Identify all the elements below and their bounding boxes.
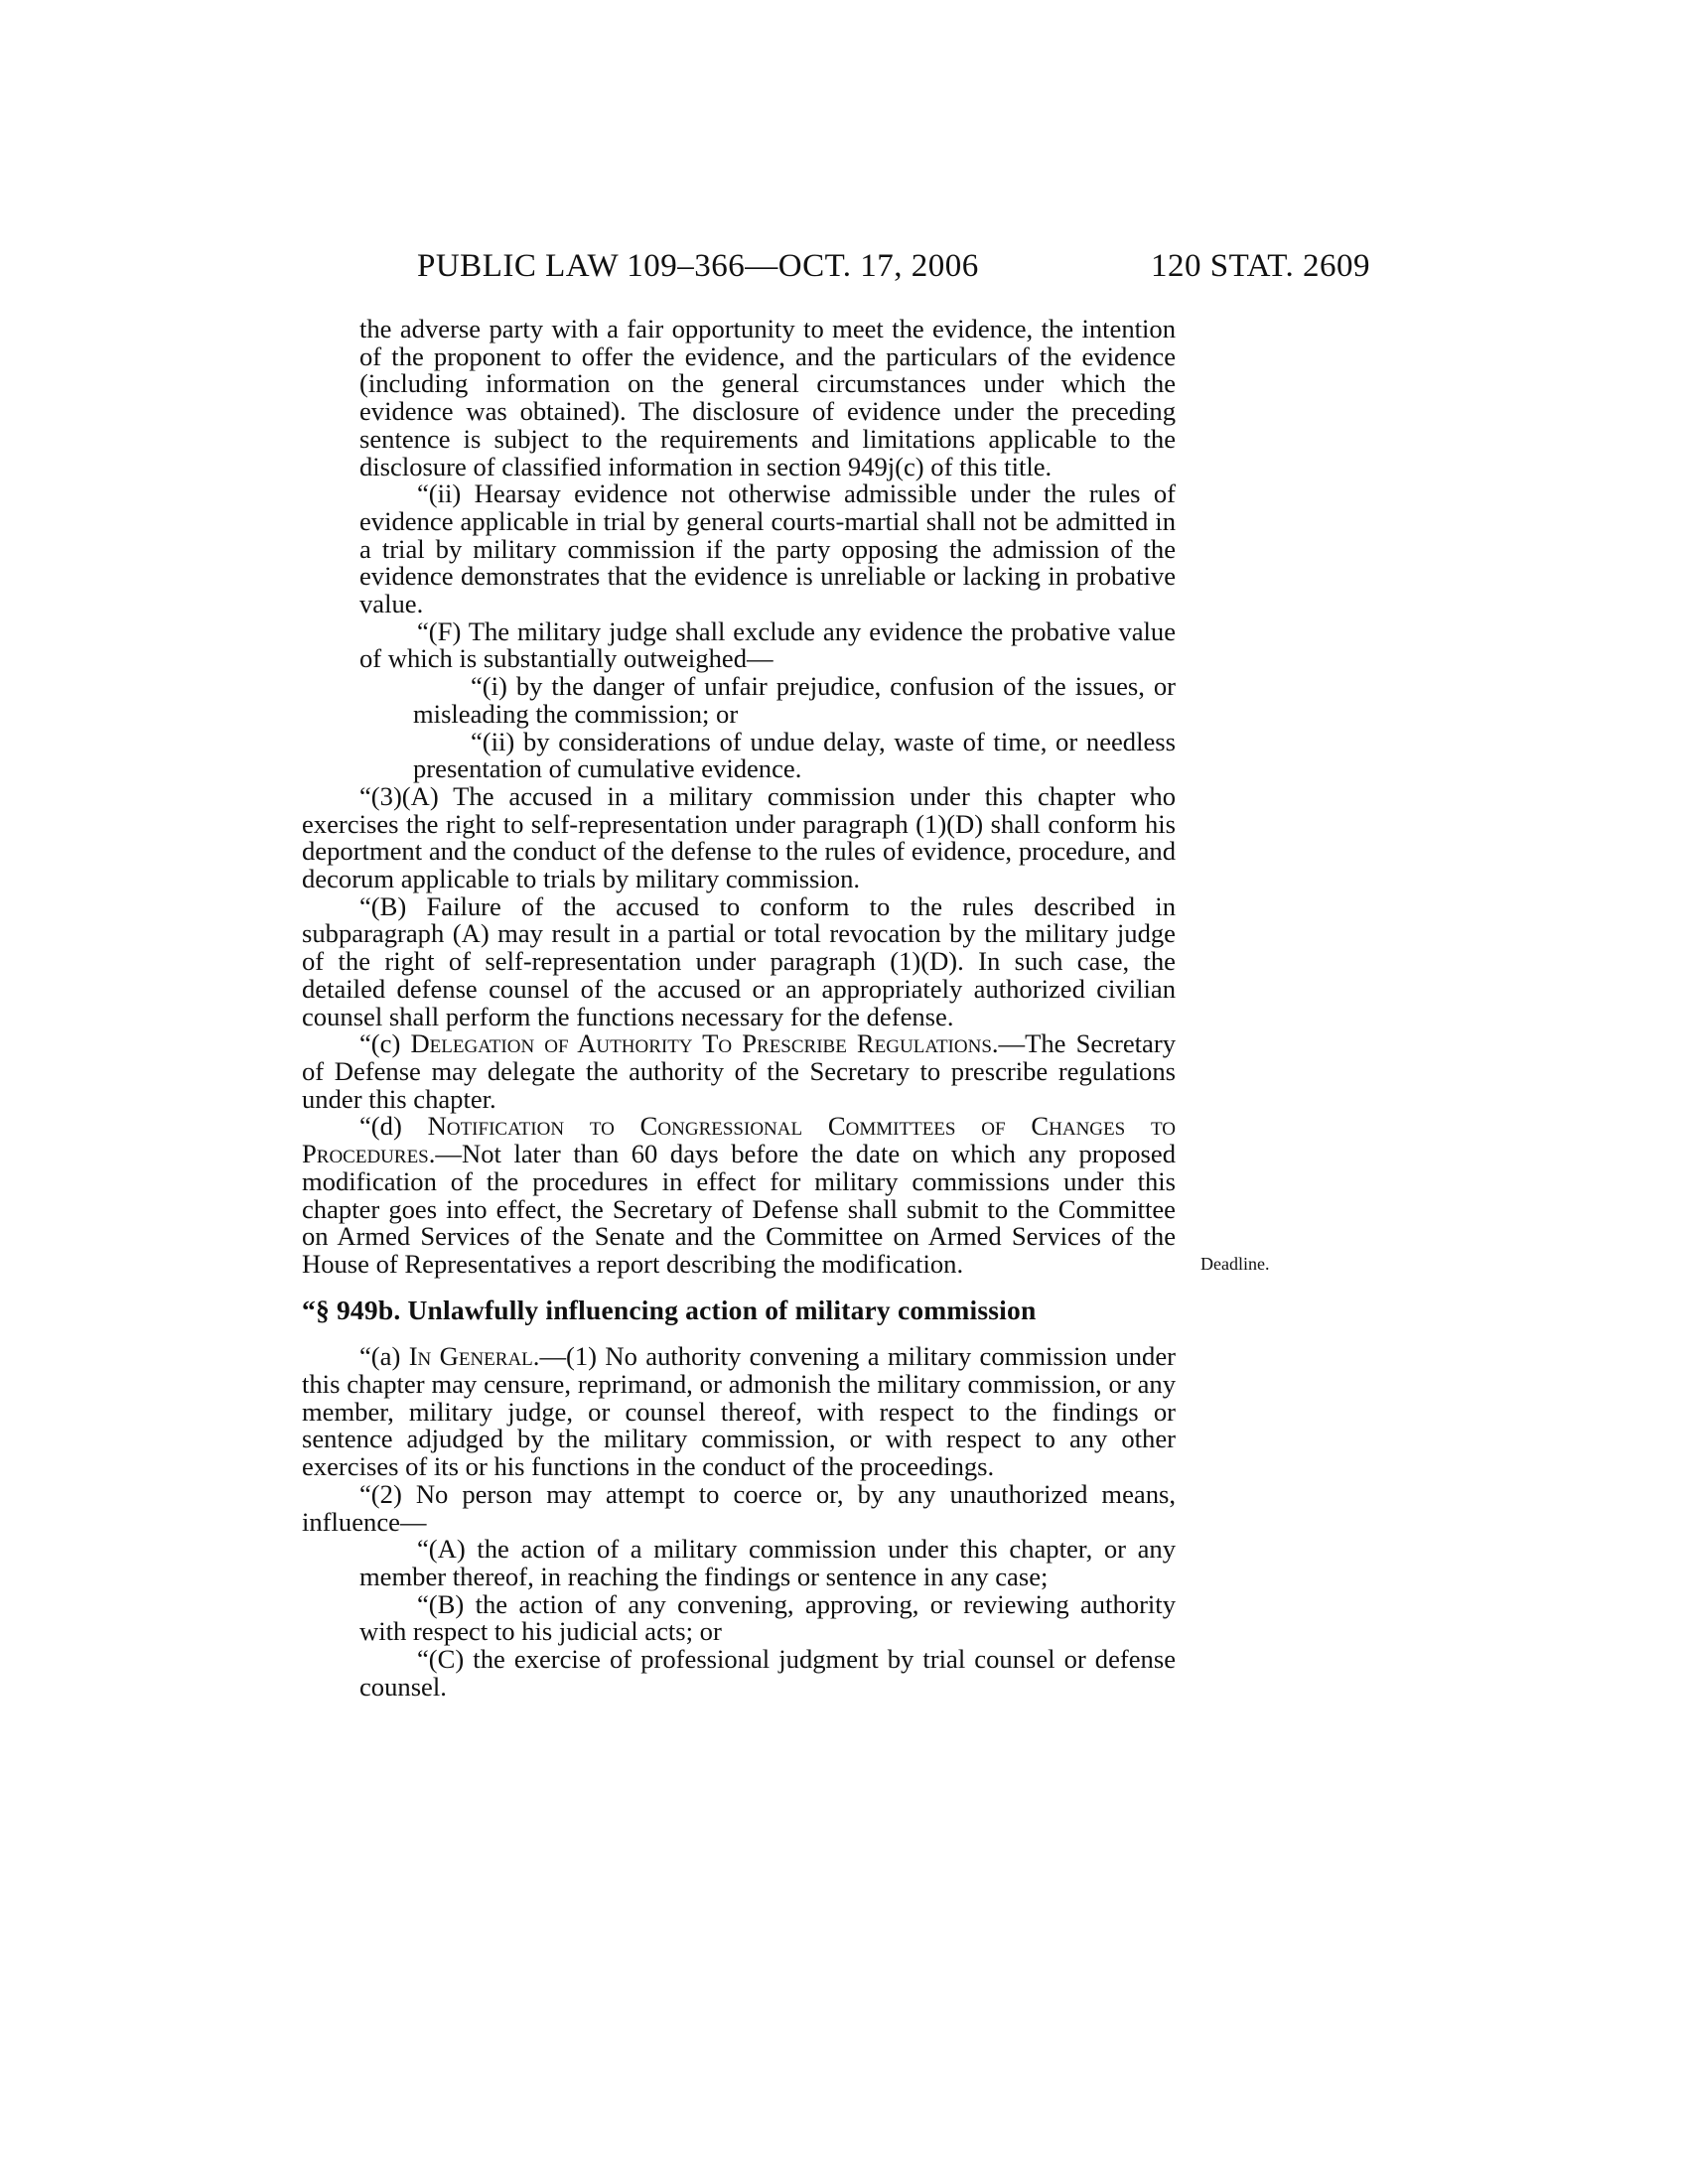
section-heading-949b: “§ 949b. Unlawfully influencing action of military commission	[302, 1294, 1037, 1325]
paragraph-exclusion: “(F) The military judge shall exclude any evidence the probative value of which is substantially outweighed—	[359, 615, 1176, 674]
header-title: PUBLIC LAW 109–366—OCT. 17, 2006	[417, 248, 979, 284]
paragraph-lead: “(c)	[359, 1028, 411, 1059]
paragraph-notification	[302, 1113, 1176, 1278]
paragraph-continuation: the adverse party with a fair opportunity to meet the evidence, the intention of the proponent to offer the evidence, and the particulars of the evidence (including information on the general circumstances under which the evidence was obtained). The disclosure of evidence under the preceding sentence is subject to the requirements and limitations applicable to the disclosure of classified information in section 949j(c) of this title.	[359, 314, 1176, 481]
paragraph-in-general	[302, 1343, 1176, 1481]
paragraph-professional-judgment: “(C) the exercise of professional judgment by trial counsel or defense counsel.	[359, 1644, 1176, 1702]
paragraph-failure-to-conform: “(B) Failure of the accused to conform to the rules described in subparagraph (A) may result in a partial or total revocation by the military judge of the right of self-representation under paragraph (1)(D). In such case, the detailed defense counsel of the accused or an appropriately authorized civilian counsel shall perform the functions necessary for the defense.	[302, 890, 1176, 1031]
paragraph-coercion: “(2) No person may attempt to coerce or, by any unauthorized means, influence—	[302, 1478, 1176, 1537]
paragraph-unfair-prejudice: “(i) by the danger of unfair prejudice, confusion of the issues, or misleading the commission; or	[413, 671, 1176, 729]
paragraph-undue-delay: “(ii) by considerations of undue delay, waste of time, or needless presentation of cumulative evidence.	[413, 726, 1176, 784]
paragraph-convening-authority: “(B) the action of any convening, approving, or reviewing authority with respect to his judicial acts; or	[359, 1588, 1176, 1647]
paragraph-text: —The Secretary of Defense may delegate the authority of the Secretary to prescribe regulations under this chapter.	[302, 1028, 1176, 1114]
paragraph-hearsay: “(ii) Hearsay evidence not otherwise admissible under the rules of evidence applicable in trial by general courts-martial shall not be admitted in a trial by military commission if the party opposing the admission of the evidence demonstrates that the evidence is unreliable or lacking in probative value.	[359, 478, 1176, 619]
paragraph-lead: “(d)	[359, 1111, 428, 1142]
paragraph-self-representation: “(3)(A) The accused in a military commission under this chapter who exercises the right to self-representation under paragraph (1)(D) shall conform his deportment and the conduct of the defense to the rules of evidence, procedure, and decorum applicable to trials by military commission.	[302, 780, 1176, 894]
header-stat-citation: 120 STAT. 2609	[1150, 248, 1370, 284]
document-body	[302, 316, 1176, 1701]
subsection-heading-in-general: In General.	[408, 1341, 540, 1372]
subsection-heading-delegation: Delegation of Authority To Prescribe Regulations.	[410, 1028, 999, 1059]
paragraph-action-of-commission: “(A) the action of a military commission under this chapter, or any member thereof, in reaching the findings or sentence in any case;	[359, 1534, 1176, 1591]
subsection-heading-notification: Notification to Congressional Committees of Changes to Procedures.	[302, 1111, 1176, 1169]
margin-note-deadline: Deadline.	[1200, 1254, 1270, 1274]
paragraph-lead: “(a)	[359, 1341, 409, 1372]
page-header	[417, 248, 1370, 288]
paragraph-delegation	[302, 1030, 1176, 1113]
paragraph-text: —(1) No authority convening a military commission under this chapter may censure, reprimand, or admonish the military commission, or any member, military judge, or counsel thereof, with respect to the findings or sentence adjudged by the military commission, or with respect to any other exercises of its or his functions in the conduct of the proceedings.	[302, 1341, 1177, 1482]
paragraph-text: —Not later than 60 days before the date on which any proposed modification of the procedures in effect for military commissions under this chapter goes into effect, the Secretary of Defense shall submit to the Committee on Armed Services of the Senate and the Committee on Armed Services of the House of Representatives a report describing the modification.	[302, 1139, 1176, 1279]
